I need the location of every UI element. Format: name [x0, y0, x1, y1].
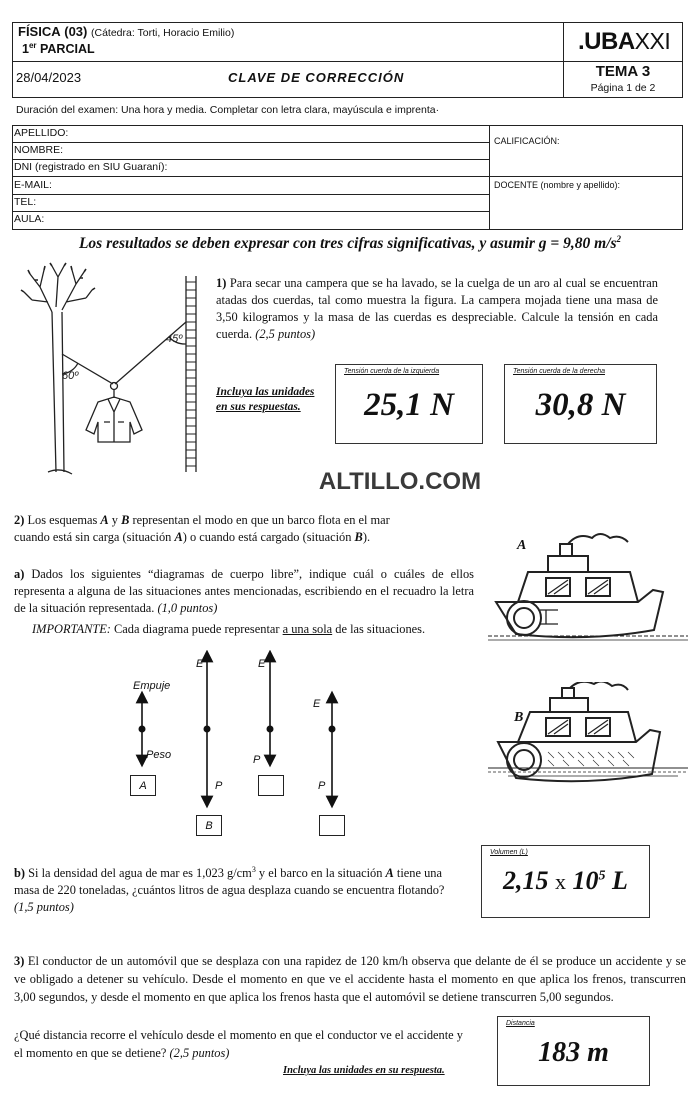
q2-text-3: representan el modo en que un barco flota en el mar: [132, 513, 390, 527]
q2-line2-a: A: [174, 530, 183, 544]
important-label: IMPORTANTE:: [32, 622, 111, 636]
q2b-a: A: [385, 866, 394, 881]
q3-question-text: ¿Qué distancia recorre el vehículo desde el momento en que el conductor ve el accidente y el momento en que se detiene?: [14, 1028, 463, 1060]
q2a-points: (1,0 puntos): [157, 601, 218, 615]
label-p3: P: [253, 754, 261, 766]
logo-bold: .UBA: [578, 28, 635, 55]
tel-field[interactable]: TEL:: [14, 196, 37, 208]
angle-right-label: 45º: [166, 333, 183, 345]
clothesline-figure: [18, 262, 208, 480]
angle-left-label: 60º: [62, 370, 79, 382]
q2a-text: Dados los siguientes “diagramas de cuerpo libre”, indique cuál o cuáles de ellos representa a alguna de las situaciones antes mencionadas, escribiendo en el recuadro la letra de la situación representada.: [14, 567, 475, 615]
volume-exp: 5: [598, 868, 606, 884]
units-note-line1: Incluya las unidades: [216, 386, 315, 398]
q2-line2-3: ).: [362, 530, 371, 544]
left-tension-label: Tensión cuerda de la izquierda: [344, 368, 440, 375]
course-code: (03): [64, 24, 88, 39]
right-tension-box[interactable]: [504, 364, 657, 444]
subject: FÍSICA: [18, 24, 61, 39]
label-e4: E: [313, 698, 321, 710]
fbd-box-2[interactable]: [196, 815, 222, 836]
page-number: Página 1 de 2: [590, 82, 656, 94]
course-title: [18, 24, 234, 39]
q2-line2-2: ) o cuando está cargado (situación: [182, 530, 352, 544]
q2b-sup: 3: [251, 865, 256, 874]
q1-number: 1): [216, 276, 227, 290]
left-tension-box[interactable]: [335, 364, 483, 444]
q2b-points: (1,5 puntos): [14, 900, 74, 915]
form-line: [12, 211, 489, 212]
email-field[interactable]: E-MAIL:: [14, 179, 52, 191]
nombre-field[interactable]: NOMBRE:: [14, 144, 64, 156]
volume-base: 10: [572, 866, 599, 895]
fbd-box-1[interactable]: [130, 775, 156, 796]
label-empuje: Empuje: [133, 680, 171, 692]
rule-sup: 2: [616, 234, 622, 244]
q2-text-2: y: [111, 513, 118, 527]
q3-points: (2,5 puntos): [169, 1046, 230, 1060]
q3-statement: [14, 952, 686, 1006]
volume-answer-box[interactable]: [481, 845, 650, 918]
q2-number: 2): [14, 513, 25, 527]
q1-text: Para secar una campera que se ha lavado, se la cuelga de un aro al cual se encuentran atadas dos cuerdas, tal como muestra la figura. La campera mojada tiene una masa de 3,50 kilogramos y la masa de las cuerdas es despreciable. Calcule la tensión en cada cuerda.: [216, 276, 658, 341]
q2b-text-1: Si la densidad del agua de mar es 1,023 g/cm: [28, 866, 252, 881]
q2-b: B: [121, 513, 130, 527]
volume-times: x: [555, 869, 567, 894]
volume-value: [482, 866, 649, 896]
exam-number-sup: er: [28, 41, 37, 50]
q2-line2-b: B: [354, 530, 363, 544]
q2-text-1: Los esquemas: [27, 513, 98, 527]
volume-unit: L: [612, 866, 628, 895]
q2b-statement: [14, 861, 464, 916]
label-e2: E: [196, 658, 204, 670]
rule-text: Los resultados se deben expresar con tres cifras significativas, y asumir g = 9,80 m/s: [78, 235, 617, 253]
important-end: de las situaciones.: [335, 622, 426, 636]
q2-a: A: [100, 513, 109, 527]
uba-logo: [578, 28, 670, 56]
volume-label: Volumen (L): [490, 849, 528, 856]
volume-mantissa: 2,15: [503, 866, 549, 895]
q1-units-note: [216, 385, 314, 415]
right-tension-label: Tensión cuerda de la derecha: [513, 368, 605, 375]
exam-number: 1: [22, 42, 29, 57]
exam-date: 28/04/2023: [16, 70, 82, 85]
docente-field[interactable]: DOCENTE (nombre y apellido):: [494, 180, 621, 190]
distance-answer-box[interactable]: [497, 1016, 650, 1086]
fbd-box-4[interactable]: [319, 815, 345, 836]
free-body-diagrams: [120, 650, 380, 820]
ship-b-drawing: [488, 682, 688, 812]
watermark: ALTILLO.COM: [318, 468, 482, 495]
label-e3: E: [258, 658, 266, 670]
topic: TEMA 3: [595, 63, 651, 80]
fbd-box-1-value: A: [139, 780, 147, 792]
exam-name: PARCIAL: [40, 42, 95, 57]
header-midline: [12, 61, 683, 62]
form-line: [12, 176, 683, 177]
important-underline: a una sola: [282, 622, 333, 636]
ship-a-label: A: [517, 538, 527, 553]
chair: (Cátedra: Torti, Horacio Emilio): [91, 27, 235, 39]
logo-light: XXI: [634, 28, 671, 54]
q3-text: El conductor de un automóvil que se desplaza con una rapidez de 120 km/h observa que delante de él se produce un accidente y se ve obligado a detener su vehículo. Desde el momento en que ve el accidente hasta el momento en que aplica los frenos, transcurren 3,00 segundos, y desde el momento en que aplica los frenos hasta que el automóvil se detiene transcurren 5,00 segundos.: [14, 954, 686, 1004]
q2b-text-3: tiene una masa de 220 toneladas, ¿cuántos litros de agua desplaza cuando se encuentra flotando?: [14, 866, 445, 898]
calificacion-field[interactable]: CALIFICACIÓN:: [494, 136, 560, 146]
label-p2: P: [215, 780, 223, 792]
q2-intro: [14, 512, 484, 546]
right-tension-value: 30,8 N: [535, 387, 626, 423]
distance-value: 183 m: [538, 1037, 609, 1068]
q3-number: 3): [14, 954, 25, 968]
answer-key-title: CLAVE DE CORRECCIÓN: [228, 70, 405, 85]
q2a-statement: [14, 566, 474, 617]
q2b-text-2: y el barco en la situación: [258, 866, 383, 881]
form-line: [12, 194, 489, 195]
student-form: [12, 125, 683, 230]
significant-figures-rule: [0, 234, 700, 253]
fbd-box-3[interactable]: [258, 775, 284, 796]
distance-label: Distancia: [506, 1020, 535, 1027]
exam-title: [22, 41, 95, 56]
form-divider: [489, 125, 490, 230]
form-line: [12, 159, 489, 160]
q3-units-note: Incluya las unidades en su respuesta.: [283, 1065, 445, 1076]
q2-line2-1: cuando está sin carga (situación: [14, 530, 172, 544]
form-line: [12, 142, 489, 143]
important-text: Cada diagrama puede representar: [114, 622, 280, 636]
fbd-box-2-value: B: [205, 820, 213, 832]
q1-statement: [216, 275, 658, 343]
units-note-line2: en sus respuestas.: [216, 401, 301, 413]
apellido-field[interactable]: APELLIDO:: [14, 127, 69, 139]
q2a-important: [32, 621, 482, 638]
instructions: Duración del examen: Una hora y media. Completar con letra clara, mayúscula e imprenta·: [16, 104, 440, 116]
q2b-label: b): [14, 866, 26, 881]
label-p4: P: [318, 780, 326, 792]
label-peso: Peso: [146, 749, 172, 761]
aula-field[interactable]: AULA:: [14, 213, 45, 225]
ship-b-label: B: [514, 710, 524, 725]
q2a-label: a): [14, 567, 25, 581]
q1-points: (2,5 puntos): [255, 327, 316, 341]
dni-field[interactable]: DNI (registrado en SIU Guaraní):: [14, 161, 168, 173]
q3-question: [14, 1026, 474, 1062]
left-tension-value: 25,1 N: [364, 387, 454, 423]
